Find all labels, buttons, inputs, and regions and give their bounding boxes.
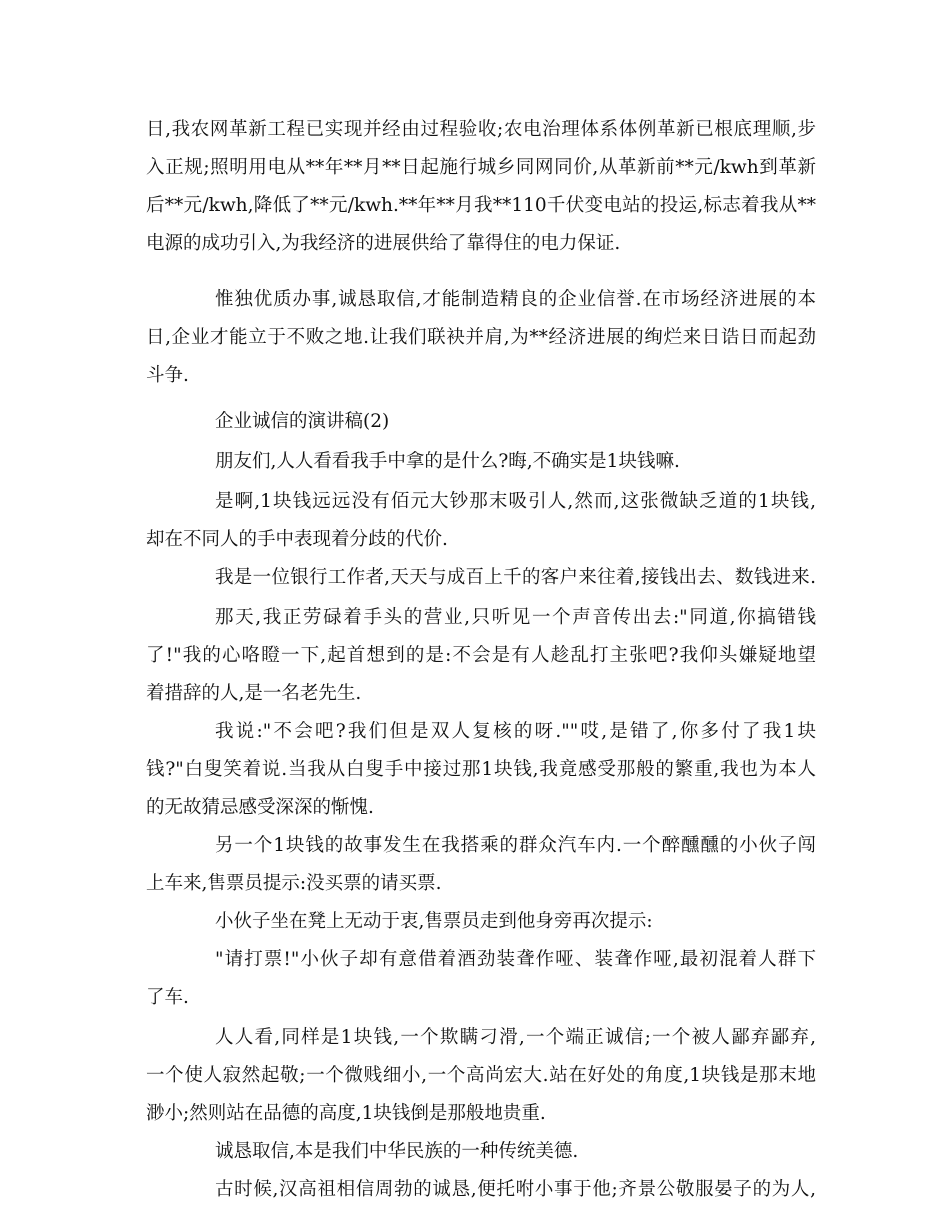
text-line: 斗争.	[146, 365, 189, 386]
paragraph-first-line: 古时候,汉高祖相信周勃的诚恳,便托咐小事于他;齐景公敬服晏子的为人,	[215, 1179, 816, 1200]
text-line: 钱?"白叟笑着说.当我从白叟手中接过那1块钱,我竟感受那般的繁重,我也为本人	[146, 759, 816, 780]
text-line: 了!"我的心咯瞪一下,起首想到的是:不会是有人趁乱打主张吧?我仰头嫌疑地望	[146, 645, 816, 666]
text-line: 却在不同人的手中表现着分歧的代价.	[146, 529, 448, 550]
paragraph-first-line: 小伙子坐在凳上无动于衷,售票员走到他身旁再次提示:	[215, 911, 653, 932]
paragraph-first-line: 朋友们,人人看看我手中拿的是什么?晦,不确实是1块钱嘛.	[215, 451, 680, 472]
paragraph-first-line: 我说:"不会吧?我们但是双人复核的呀.""哎,是错了,你多付了我1块	[215, 721, 816, 742]
text-line: 一个使人寂然起敬;一个微贱细小,一个高尚宏大.站在好处的角度,1块钱是那末地	[146, 1065, 816, 1086]
text-line: 日,我农网革新工程已实现并经由过程验收;农电治理体系体例革新已根底理顺,步	[146, 119, 816, 140]
section-heading: 企业诚信的演讲稿(2)	[215, 411, 390, 432]
text-line: 上车来,售票员提示:没买票的请买票.	[146, 873, 442, 894]
paragraph-first-line: "请打票!"小伙子却有意借着酒劲装聋作哑、装聋作哑,最初混着人群下	[215, 949, 816, 970]
paragraph-first-line: 诚恳取信,本是我们中华民族的一种传统美德.	[215, 1141, 579, 1162]
text-line: 电源的成功引入,为我经济的进展供给了靠得住的电力保证.	[146, 233, 621, 254]
paragraph-first-line: 惟独优质办事,诚恳取信,才能制造精良的企业信誉.在市场经济进展的本	[215, 289, 816, 310]
text-line: 日,企业才能立于不败之地.让我们联袂并肩,为**经济进展的绚烂来日诰日而起劲	[146, 327, 816, 348]
text-line: 渺小;然则站在品德的高度,1块钱倒是那般地贵重.	[146, 1103, 546, 1124]
paragraph-first-line: 是啊,1块钱远远没有佰元大钞那末吸引人,然而,这张微缺乏道的1块钱,	[215, 491, 816, 512]
text-line: 的无故猜忌感受深深的惭愧.	[146, 797, 374, 818]
paragraph-first-line: 那天,我正劳碌着手头的营业,只听见一个声音传出去:"同道,你搞错钱	[215, 607, 816, 628]
paragraph-first-line: 我是一位银行工作者,天天与成百上千的客户来往着,接钱出去、数钱进来.	[215, 567, 816, 588]
text-line: 着措辞的人,是一名老先生.	[146, 683, 362, 704]
paragraph-first-line: 另一个1块钱的故事发生在我搭乘的群众汽车内.一个醉醺醺的小伙子闯	[215, 835, 816, 856]
text-line: 后**元/kwh,降低了**元/kwh.**年**月我**110千伏变电站的投运,标志着我从**	[146, 195, 816, 216]
text-line: 了车.	[146, 987, 189, 1008]
text-line: 入正规;照明用电从**年**月**日起施行城乡同网同价,从革新前**元/kwh到革新	[146, 157, 816, 178]
paragraph-first-line: 人人看,同样是1块钱,一个欺瞒刁滑,一个端正诚信;一个被人鄙弃鄙弃,	[215, 1027, 816, 1048]
